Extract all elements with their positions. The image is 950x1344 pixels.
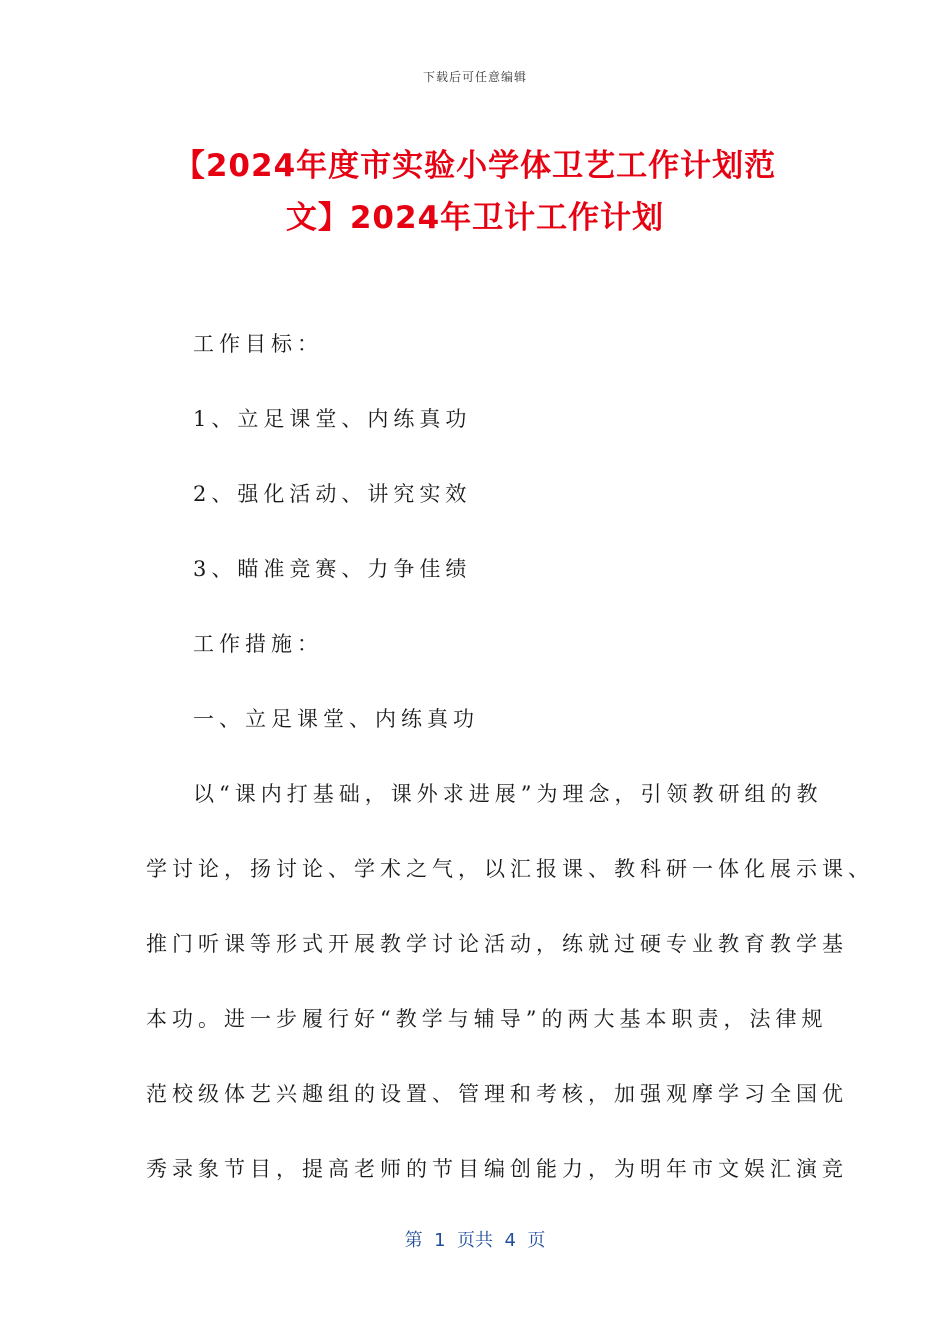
paragraph-line: 学讨论，扬讨论、学术之气，以汇报课、教科研一体化展示课、: [146, 857, 874, 881]
paragraph-line: 以“课内打基础，课外求进展”为理念，引领教研组的教: [193, 782, 823, 806]
goal-item-3: 3、瞄准竞赛、力争佳绩: [193, 557, 472, 581]
document-title: [130, 140, 820, 244]
paragraph-line: 本功。进一步履行好“教学与辅导”的两大基本职责，法律规: [146, 1007, 828, 1031]
measures-heading: 工作措施：: [193, 632, 323, 656]
title-line-2: 文】2024年卫计工作计划: [285, 200, 665, 236]
goal-item-1: 1、立足课堂、内练真功: [193, 407, 472, 431]
goals-heading: 工作目标：: [193, 332, 323, 356]
title-line-1: 【2024年度市实验小学体卫艺工作计划范: [173, 148, 777, 184]
goal-item-2: 2、强化活动、讲究实效: [193, 482, 472, 506]
paragraph-line: 推门听课等形式开展教学讨论活动，练就过硬专业教育教学基: [146, 932, 848, 956]
paragraph-line: 范校级体艺兴趣组的设置、管理和考核，加强观摩学习全国优: [146, 1082, 848, 1106]
section-1-heading: 一、立足课堂、内练真功: [193, 707, 479, 731]
page-number-footer: 第 1 页共 4 页: [404, 1230, 546, 1251]
paragraph-line: 秀录象节目，提高老师的节目编创能力，为明年市文娱汇演竞: [146, 1157, 848, 1181]
header-note: 下载后可任意编辑: [422, 70, 527, 84]
